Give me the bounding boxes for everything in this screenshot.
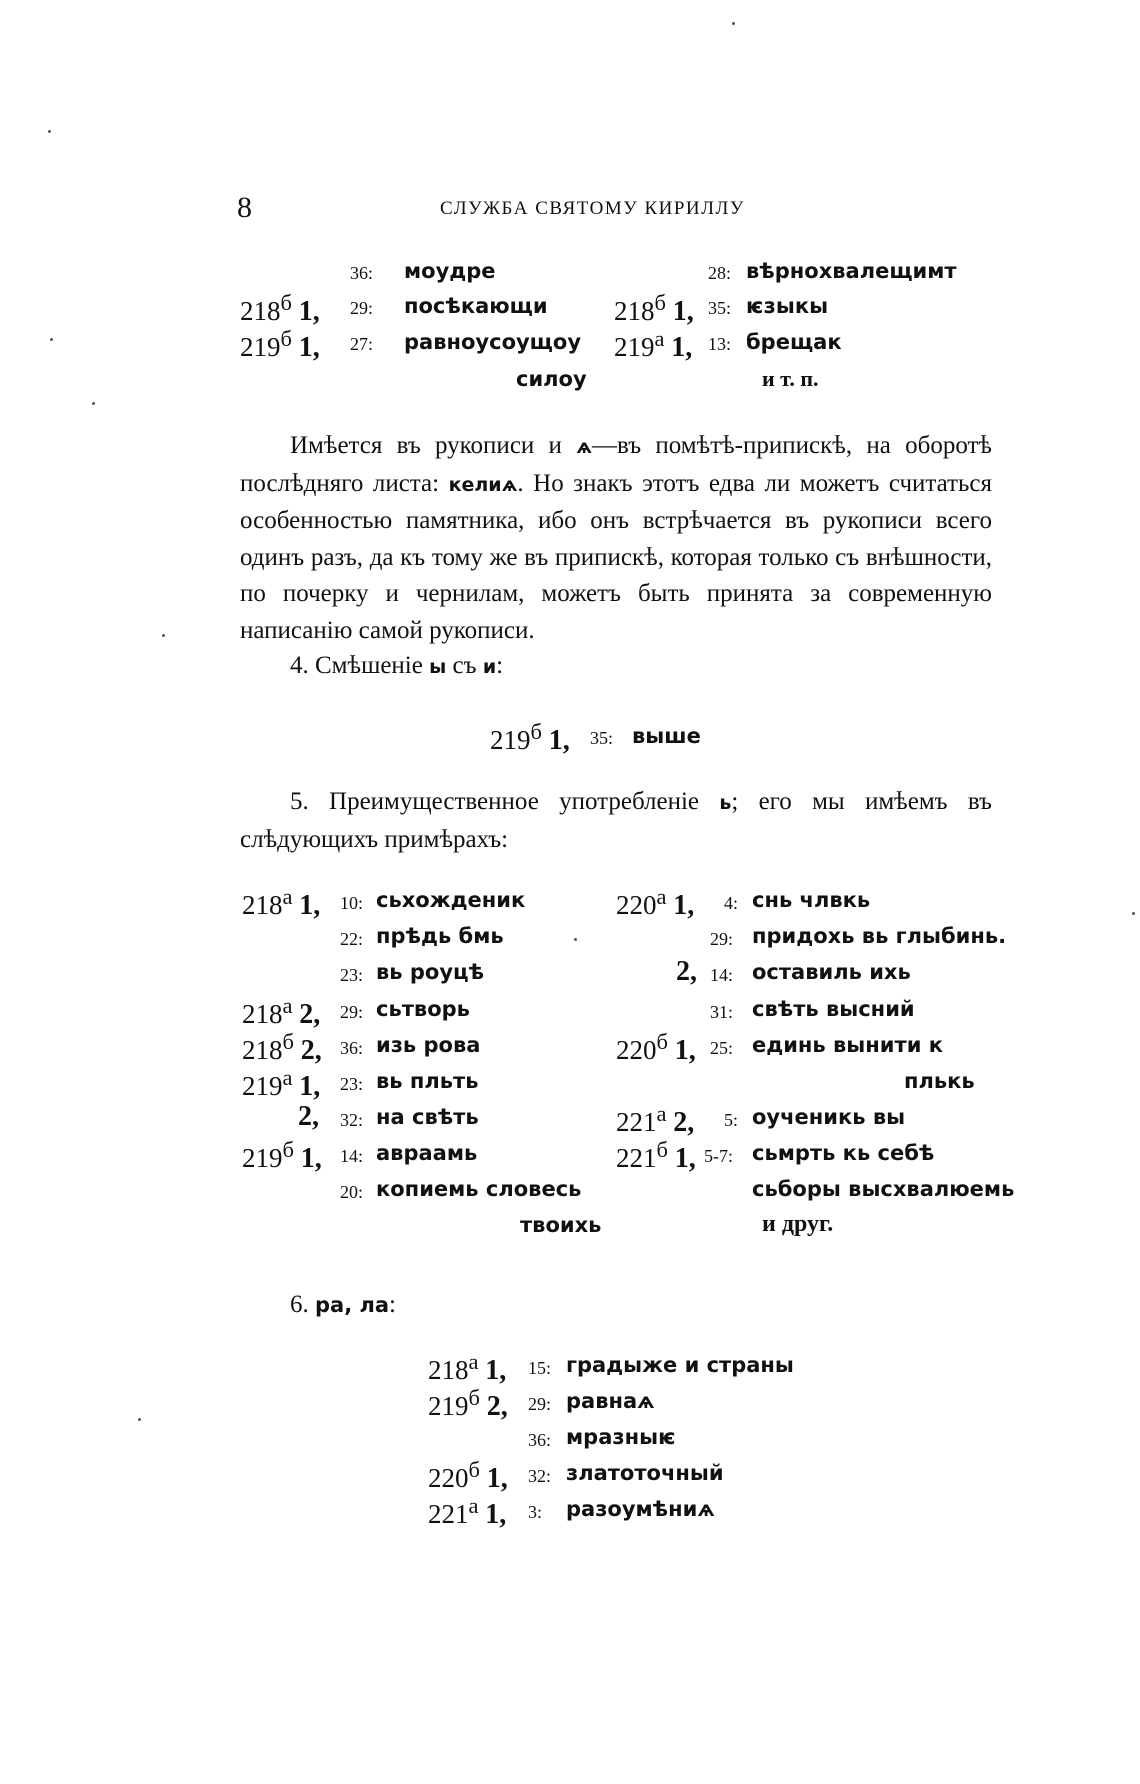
line-number: 29: xyxy=(710,929,734,949)
line-number: 14: xyxy=(710,965,734,985)
line-number: 25: xyxy=(710,1038,734,1058)
slavonic-word: градыже и страны xyxy=(566,1353,794,1377)
line-number: 29: xyxy=(340,1002,364,1022)
folio-reference: $221^а$ 1, xyxy=(428,1493,507,1530)
body-paragraph: Имѣется въ рукописи и ѧ—въ помѣтѣ-припискѣ, на оборотѣ послѣдняго листа: келиѧ. Но знакъ этотъ едва ли можетъ считаться особенностью памятника, ибо онъ встрѣчается въ рукописи всего одинъ разъ, да къ тому же въ припискѣ, которая только съ внѣшности, по почерку и чернилам, можетъ быть принята за современную написанію самой рукописи. xyxy=(240,432,993,644)
line-number: 32: xyxy=(528,1466,552,1486)
line-number: 5: xyxy=(724,1110,739,1130)
slavonic-word: твоихь xyxy=(520,1213,602,1237)
column-reference: 2, xyxy=(676,956,697,987)
line-number: 28: xyxy=(708,263,732,283)
etc-note: и т. п. xyxy=(762,366,819,391)
scan-speck xyxy=(162,634,165,637)
scan-speck xyxy=(138,1418,141,1421)
scan-speck xyxy=(48,130,51,133)
line-number: 31: xyxy=(710,1002,734,1022)
folio-reference: $219^б$ 1, xyxy=(240,326,320,363)
slavonic-word: прѣдь бмь xyxy=(376,924,504,948)
folio-reference: $219^а$ 1, xyxy=(614,326,693,363)
slavonic-word: мразныѥ xyxy=(566,1425,676,1449)
line-number: 23: xyxy=(340,1074,364,1094)
folio-reference: $218^б$ 1, xyxy=(614,290,694,327)
line-number: 23: xyxy=(340,965,364,985)
slavonic-word: единь вынити к xyxy=(752,1033,943,1057)
folio-reference: $218^б$ 1, xyxy=(240,290,320,327)
section-5-paragraph: 5. Преимущественное употребленіе ь; его мы имѣемъ въ слѣдующихъ примѣрахъ: xyxy=(240,788,992,853)
line-number: 22: xyxy=(340,929,364,949)
scan-speck xyxy=(92,402,95,405)
line-number: 4: xyxy=(724,893,739,913)
folio-reference: $220^б$ 1, xyxy=(428,1457,508,1494)
slavonic-word: сьхожденик xyxy=(376,888,526,912)
line-number: 27: xyxy=(350,334,374,354)
line-number: 29: xyxy=(350,298,374,318)
folio-reference: $219^а$ 1, xyxy=(242,1065,321,1102)
line-number: 15: xyxy=(528,1358,552,1378)
line-number: 36: xyxy=(528,1430,552,1450)
slavonic-word: вь роуцѣ xyxy=(376,960,485,984)
slavonic-word: равноусоущоу xyxy=(404,330,582,354)
slavonic-word: оставиль ихь xyxy=(752,960,911,984)
line-number: 32: xyxy=(340,1110,364,1130)
line-number: 20: xyxy=(340,1182,364,1202)
slavonic-word: плькь xyxy=(904,1069,975,1093)
scan-speck xyxy=(50,338,53,341)
slavonic-word: придохь вь глыбинь. xyxy=(752,924,1007,948)
slavonic-word: равнаѧ xyxy=(566,1389,655,1413)
folio-reference: $221^а$ 2, xyxy=(616,1101,695,1138)
scan-speck xyxy=(574,938,577,941)
scan-speck xyxy=(732,22,735,25)
slavonic-word: брещак xyxy=(746,330,842,354)
slavonic-word: посѣкающи xyxy=(404,294,548,318)
slavonic-word: сьтворь xyxy=(376,997,470,1021)
slavonic-word: свѣть высний xyxy=(752,997,915,1021)
slavonic-word: авраамь xyxy=(376,1141,478,1165)
etc-note: и друг. xyxy=(762,1211,834,1237)
folio-reference: $218^б$ 2, xyxy=(242,1029,322,1066)
slavonic-word: моудре xyxy=(404,259,496,283)
folio-reference: $221^б$ 1, xyxy=(616,1137,696,1174)
slavonic-word: снь члвкь xyxy=(752,888,871,912)
line-number: 5-7: xyxy=(704,1146,733,1166)
page-number: 8 xyxy=(237,191,252,224)
folio-reference: $219^б$ 1, xyxy=(490,719,570,756)
folio-reference: $219^б$ 1, xyxy=(242,1137,322,1174)
slavonic-word: златоточный xyxy=(566,1461,724,1485)
line-number: 35: xyxy=(590,728,614,748)
folio-reference: $218^а$ 1, xyxy=(242,884,321,921)
line-number: 14: xyxy=(340,1146,364,1166)
slavonic-word: вѣрнохвалещимт xyxy=(746,259,957,283)
folio-reference: $219^б$ 2, xyxy=(428,1385,508,1422)
folio-reference: $218^а$ 2, xyxy=(242,993,321,1030)
line-number: 3: xyxy=(528,1502,543,1522)
section-4-heading: 4. Смѣшеніе ы съ и: xyxy=(290,652,504,679)
slavonic-word: сьборы высхвалюемь xyxy=(752,1177,1015,1201)
slavonic-word: вь пльть xyxy=(376,1069,479,1093)
folio-reference: $220^б$ 1, xyxy=(616,1029,696,1066)
line-number: 36: xyxy=(340,1038,364,1058)
folio-reference: $220^а$ 1, xyxy=(616,884,695,921)
running-title: СЛУЖБА СВЯТОМУ КИРИЛЛУ xyxy=(440,198,745,219)
slavonic-word: сьмрть кь себѣ xyxy=(752,1141,935,1165)
slavonic-word: копиемь словесь xyxy=(376,1177,582,1201)
folio-reference: $218^а$ 1, xyxy=(428,1349,507,1386)
line-number: 10: xyxy=(340,893,364,913)
slavonic-word: выше xyxy=(632,724,701,748)
slavonic-word: изь рова xyxy=(376,1033,481,1057)
slavonic-word: ѥзыкы xyxy=(746,294,829,318)
scan-speck xyxy=(1132,912,1135,915)
slavonic-word: на свѣть xyxy=(376,1105,479,1129)
line-number: 13: xyxy=(708,334,732,354)
column-reference: 2, xyxy=(298,1101,319,1132)
slavonic-word: оученикь вы xyxy=(752,1105,906,1129)
section-6-heading: 6. ра, ла: xyxy=(290,1291,396,1318)
line-number: 35: xyxy=(708,298,732,318)
line-number: 36: xyxy=(350,263,374,283)
line-number: 29: xyxy=(528,1394,552,1414)
slavonic-word: разоумѣниѧ xyxy=(566,1497,715,1521)
slavonic-word: силоу xyxy=(516,367,587,391)
